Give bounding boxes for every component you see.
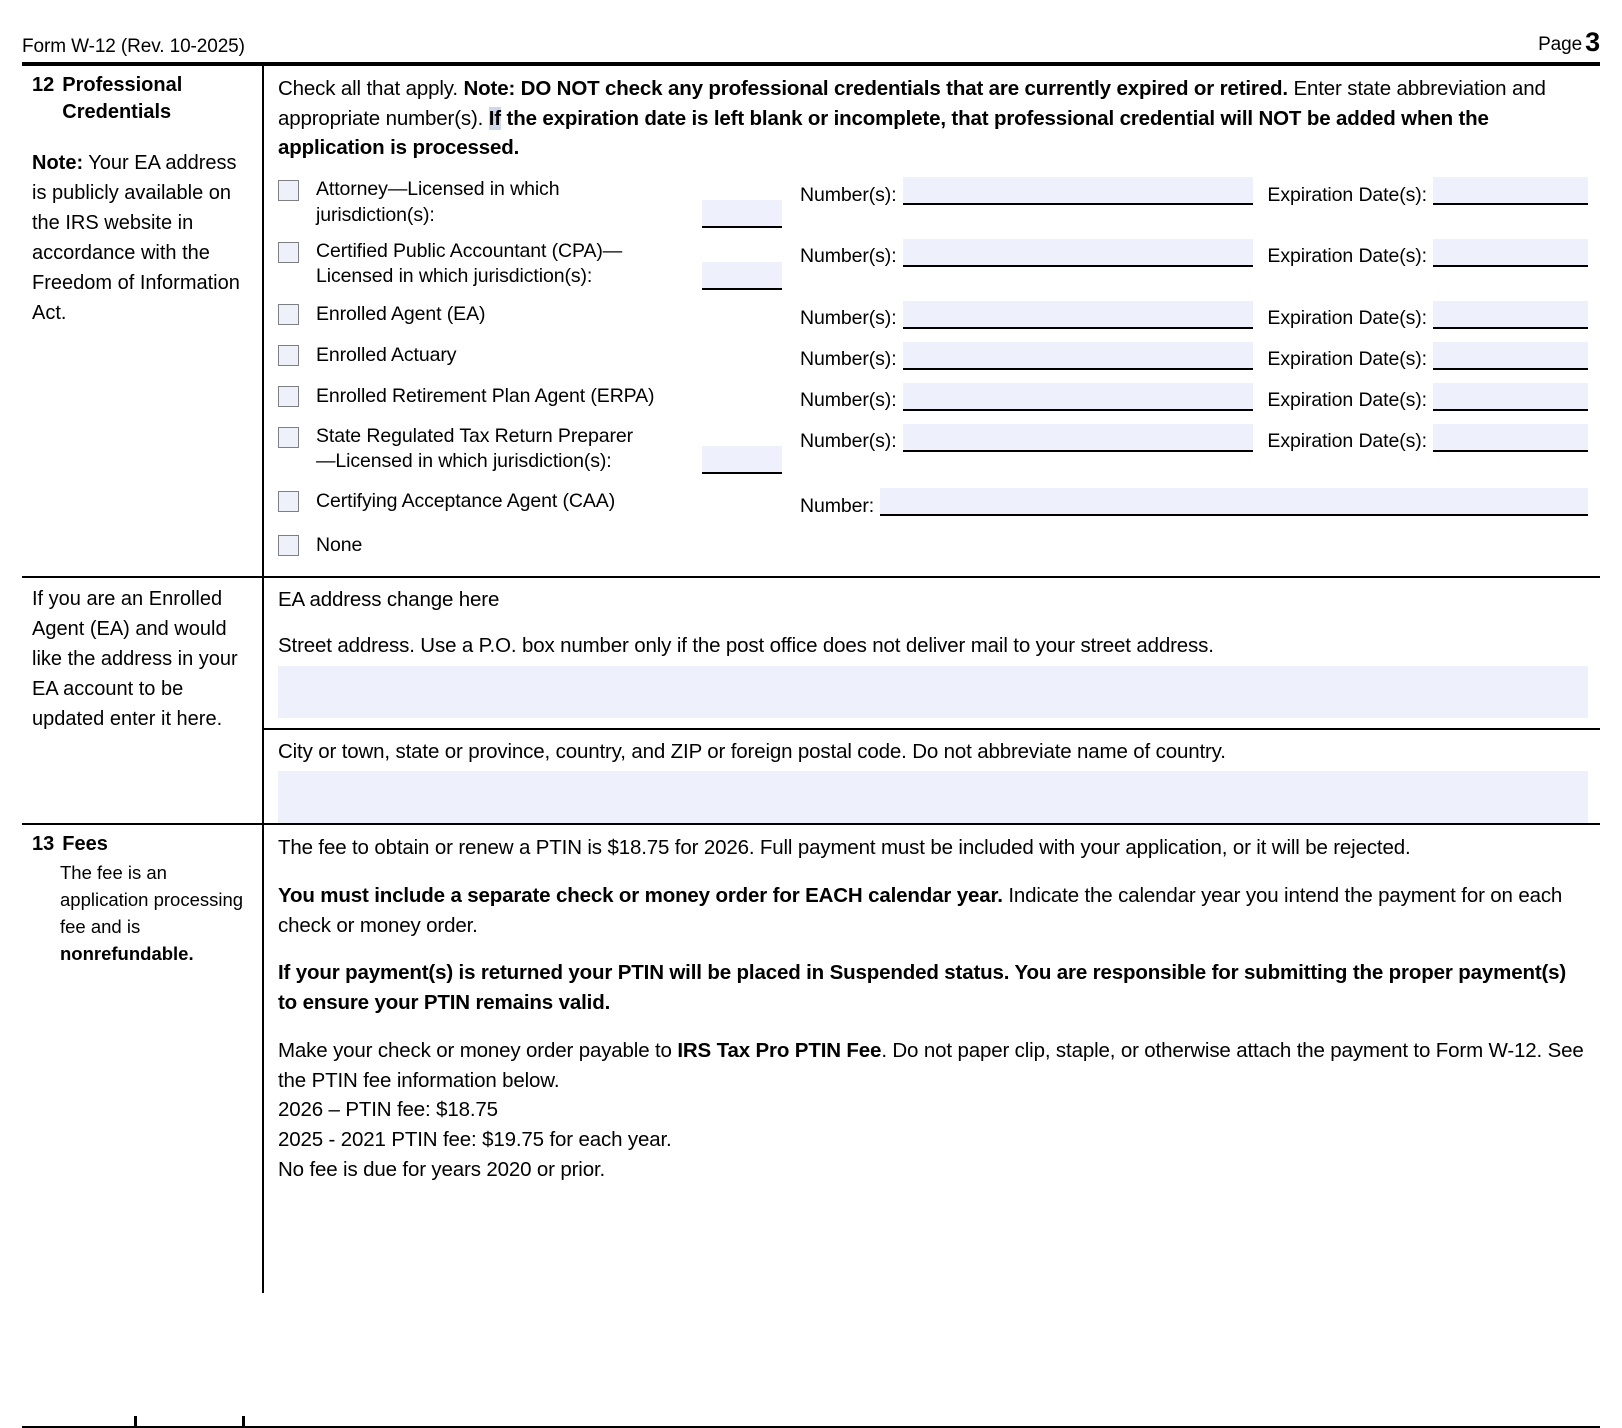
number-input-attorney[interactable]	[903, 177, 1254, 205]
expiration-input-enrolled-agent[interactable]	[1433, 301, 1588, 329]
expiration-label-attorney: Expiration Date(s):	[1267, 183, 1427, 206]
credential-row-attorney	[278, 177, 1588, 228]
number-exp-group-erpa	[782, 383, 1588, 411]
fee-p3-seg1: If your payment(s) is returned your PTIN will be placed in Suspended status. You are responsible for submitting the proper payment(s) to ensure your PTIN remains valid.	[278, 961, 1567, 1015]
expiration-label-enrolled-agent: Expiration Date(s):	[1267, 307, 1427, 330]
city-state-zip-label: City or town, state or province, country, and ZIP or foreign postal code. Do not abbreviate name of country.	[278, 739, 1226, 763]
fee-p4-seg1: Make your check or money order payable to	[278, 1038, 678, 1062]
item-12-instructions	[278, 74, 1588, 163]
expiration-input-cpa[interactable]	[1433, 239, 1588, 267]
item-13-content-cell	[264, 825, 1600, 1293]
checkbox-state-regulated[interactable]	[278, 427, 299, 448]
credential-label-state-regulated-line1: State Regulated Tax Return Preparer	[316, 424, 633, 447]
bottom-column-tick-left	[134, 1416, 137, 1428]
checkbox-caa[interactable]	[278, 491, 299, 512]
number-label-state-regulated: Number(s):	[800, 430, 897, 453]
instructions-note-bold: Note:	[463, 77, 516, 100]
item-12-note-text: Your EA address is publicly available on the IRS website in accordance with the Freedom of Information Act.	[32, 152, 240, 324]
fee-p1-seg1: The fee to obtain or renew a PTIN is $18.75 for 2026. Full payment must be included with your application, or it will be rejected.	[278, 836, 1411, 860]
number-input-erpa[interactable]	[903, 383, 1254, 411]
ea-address-heading: EA address change here	[278, 588, 500, 612]
fee-line-2025-2021: 2025 - 2021 PTIN fee: $19.75 for each year.	[278, 1127, 672, 1151]
credential-row-none	[278, 532, 1588, 562]
item-12-content-cell	[264, 66, 1600, 576]
expiration-label-state-regulated: Expiration Date(s):	[1267, 430, 1427, 453]
checkbox-none[interactable]	[278, 535, 299, 556]
instructions-part-1: Check all that apply.	[278, 77, 464, 100]
number-exp-group-cpa	[782, 239, 1588, 267]
row-item-13	[22, 823, 1600, 1293]
checkbox-enrolled-actuary[interactable]	[278, 345, 299, 366]
instructions-part-4: the expiration date is left blank or incomplete, that professional credential will NOT be added when the application is processed.	[278, 106, 1489, 160]
credential-label-enrolled-agent: Enrolled Agent (EA)	[316, 302, 486, 325]
item-13-subtext-plain: The fee is an application processing fee and is	[60, 862, 244, 937]
page-number: 3	[1585, 27, 1600, 57]
number-label-enrolled-actuary: Number(s):	[800, 348, 897, 371]
number-input-caa[interactable]	[880, 488, 1588, 516]
credential-label-attorney-line2: jurisdiction(s):	[316, 203, 435, 226]
number-cell-state-regulated	[782, 424, 1253, 452]
fee-line-2026: 2026 – PTIN fee: $18.75	[278, 1098, 498, 1122]
city-state-zip-input[interactable]	[278, 771, 1588, 823]
credential-row-cpa	[278, 239, 1588, 290]
bottom-column-tick-right	[242, 1416, 245, 1428]
item-13-title: Fees	[62, 833, 108, 856]
instructions-part-3: Enter state abbreviation and appropriate number(s).	[278, 77, 1546, 130]
expiration-cell-erpa	[1267, 383, 1588, 411]
jurisdiction-input-cpa[interactable]	[702, 262, 782, 290]
number-cell-erpa	[782, 383, 1253, 411]
credential-label-none: None	[316, 534, 363, 557]
expiration-cell-enrolled-actuary	[1267, 342, 1588, 370]
item-13-label-cell	[22, 825, 264, 1293]
number-input-state-regulated[interactable]	[903, 424, 1254, 452]
expiration-input-attorney[interactable]	[1433, 177, 1588, 205]
number-exp-group-attorney	[782, 177, 1588, 205]
jurisdiction-input-attorney[interactable]	[702, 200, 782, 228]
number-cell-cpa	[782, 239, 1253, 267]
credentials-list	[278, 177, 1588, 562]
number-label-erpa: Number(s):	[800, 389, 897, 412]
credential-label-caa: Certifying Acceptance Agent (CAA)	[316, 490, 616, 513]
ea-address-instruction: If you are an Enrolled Agent (EA) and would like the address in your EA account to be updated enter it here.	[32, 588, 238, 731]
fee-paragraph-2	[278, 881, 1588, 940]
item-12-title: Professional Credentials	[62, 74, 183, 123]
item-12-note	[32, 148, 250, 328]
instructions-highlight: If	[488, 106, 501, 130]
page-label: Page	[1538, 34, 1583, 55]
checkbox-wrap-none[interactable]	[278, 532, 316, 556]
credential-label-attorney-line1: Attorney—Licensed in which	[316, 178, 560, 201]
credential-row-state-regulated	[278, 424, 1588, 475]
page-indicator	[1538, 27, 1600, 58]
fee-paragraph-4	[278, 1036, 1588, 1095]
checkbox-enrolled-agent[interactable]	[278, 304, 299, 325]
item-12-label-cell	[22, 66, 264, 576]
item-13-heading	[32, 831, 250, 858]
ea-address-label-cell	[22, 578, 264, 823]
expiration-label-cpa: Expiration Date(s):	[1267, 245, 1427, 268]
number-cell-attorney	[782, 177, 1253, 205]
credential-label-state-regulated-line2: —Licensed in which jurisdiction(s):	[316, 449, 612, 472]
form-header	[22, 0, 1600, 62]
street-address-label: Street address. Use a P.O. box number only if the post office does not deliver mail to your street address.	[278, 633, 1214, 657]
number-cell-enrolled-agent	[782, 301, 1253, 329]
item-12-note-label: Note:	[32, 152, 84, 174]
number-cell-caa	[782, 488, 1588, 516]
expiration-input-enrolled-actuary[interactable]	[1433, 342, 1588, 370]
checkbox-wrap-caa[interactable]	[278, 488, 316, 512]
checkbox-wrap-attorney[interactable]	[278, 177, 316, 201]
credential-label-state-regulated	[316, 424, 698, 475]
checkbox-wrap-erpa[interactable]	[278, 383, 316, 407]
number-label-enrolled-agent: Number(s):	[800, 307, 897, 330]
number-cell-enrolled-actuary	[782, 342, 1253, 370]
jurisdiction-field-cpa-wrap[interactable]	[702, 262, 782, 290]
item-12-heading	[32, 72, 250, 126]
number-exp-group-state-regulated	[782, 424, 1588, 452]
number-group-caa	[782, 488, 1588, 516]
credential-row-enrolled-actuary	[278, 342, 1588, 372]
street-address-input[interactable]	[278, 666, 1588, 718]
fee-p2-seg2: Indicate the calendar year you intend the payment for on each check or money order.	[278, 883, 1563, 937]
checkbox-wrap-enrolled-agent[interactable]	[278, 301, 316, 325]
checkbox-attorney[interactable]	[278, 180, 299, 201]
checkbox-cpa[interactable]	[278, 242, 299, 263]
expiration-input-erpa[interactable]	[1433, 383, 1588, 411]
jurisdiction-input-state-regulated[interactable]	[702, 446, 782, 474]
credential-label-cpa-line2: Licensed in which jurisdiction(s):	[316, 265, 593, 288]
checkbox-erpa[interactable]	[278, 386, 299, 407]
item-13-number: 13	[32, 833, 55, 856]
number-exp-group-enrolled-agent	[782, 301, 1588, 329]
row-item-12	[22, 66, 1600, 576]
item-12-number: 12	[32, 74, 55, 96]
credential-row-caa	[278, 488, 1588, 518]
row-ea-address-change	[22, 576, 1600, 823]
fee-paragraph-1	[278, 833, 1588, 863]
number-label-caa: Number:	[800, 494, 875, 517]
form-identifier: Form W-12 (Rev. 10-2025)	[22, 36, 245, 57]
jurisdiction-field-state-regulated-wrap[interactable]	[702, 446, 782, 474]
credential-row-erpa	[278, 383, 1588, 413]
number-label-cpa: Number(s):	[800, 245, 897, 268]
credential-label-enrolled-actuary: Enrolled Actuary	[316, 343, 457, 366]
credential-label-cpa	[316, 239, 698, 290]
fee-paragraph-3	[278, 958, 1588, 1017]
item-13-subtext-bold: nonrefundable.	[60, 942, 194, 964]
number-input-enrolled-actuary[interactable]	[903, 342, 1254, 370]
credential-label-cpa-line1: Certified Public Accountant (CPA)—	[316, 239, 623, 262]
checkbox-wrap-cpa[interactable]	[278, 239, 316, 263]
fee-line-2020-prior: No fee is due for years 2020 or prior.	[278, 1157, 606, 1181]
number-exp-group-enrolled-actuary	[782, 342, 1588, 370]
number-label-attorney: Number(s):	[800, 183, 897, 206]
item-13-subtext	[32, 860, 250, 967]
instructions-part-2: DO NOT check any professional credentials that are currently expired or retired.	[515, 77, 1288, 100]
credential-label-erpa: Enrolled Retirement Plan Agent (ERPA)	[316, 384, 655, 407]
city-state-zip-group	[264, 728, 1600, 824]
ea-address-content-cell	[264, 578, 1600, 823]
jurisdiction-field-attorney-wrap[interactable]	[702, 200, 782, 228]
checkbox-wrap-state-regulated[interactable]	[278, 424, 316, 448]
fee-p4-seg3: . Do not paper clip, staple, or otherwise attach the payment to Form W-12. See the PTIN fee information below.	[278, 1038, 1584, 1092]
expiration-label-enrolled-actuary: Expiration Date(s):	[1267, 348, 1427, 371]
expiration-cell-enrolled-agent	[1267, 301, 1588, 329]
expiration-cell-attorney	[1267, 177, 1588, 205]
number-input-cpa[interactable]	[903, 239, 1254, 267]
credential-label-attorney	[316, 177, 698, 228]
fee-schedule-list	[278, 1095, 1588, 1184]
expiration-cell-state-regulated	[1267, 424, 1588, 452]
checkbox-wrap-enrolled-actuary[interactable]	[278, 342, 316, 366]
expiration-input-state-regulated[interactable]	[1433, 424, 1588, 452]
form-sheet	[22, 62, 1600, 1293]
expiration-cell-cpa	[1267, 239, 1588, 267]
number-input-enrolled-agent[interactable]	[903, 301, 1254, 329]
fee-p4-seg2: IRS Tax Pro PTIN Fee	[677, 1038, 882, 1062]
fee-p2-seg1: You must include a separate check or money order for EACH calendar year.	[278, 883, 1003, 907]
credential-row-enrolled-agent	[278, 301, 1588, 331]
expiration-label-erpa: Expiration Date(s):	[1267, 389, 1427, 412]
